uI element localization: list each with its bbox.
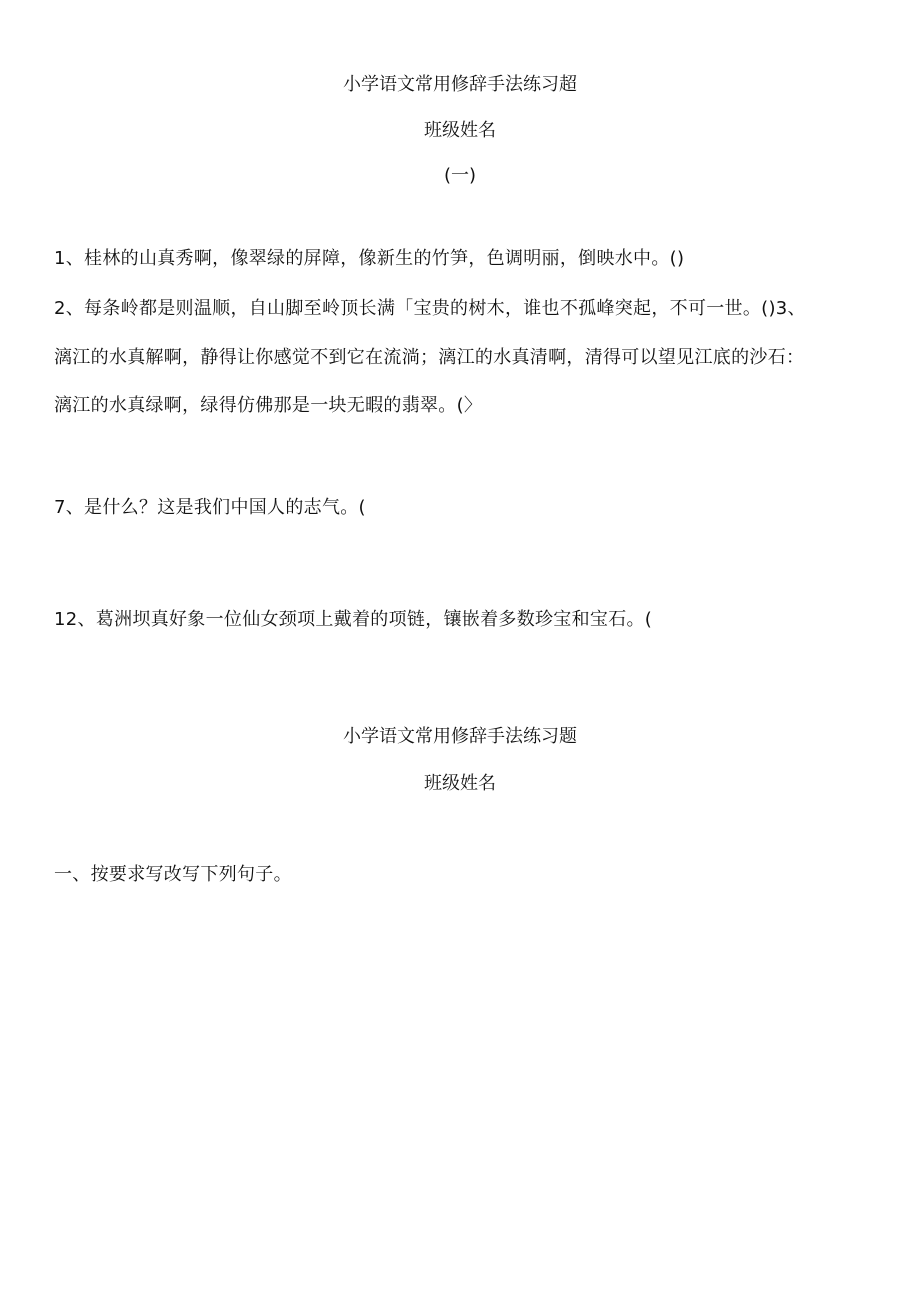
section-marker: (一) [443, 165, 477, 186]
exercise-line-7: 7、是什么？这是我们中国人的志气。( [54, 497, 366, 518]
exercise-line-2: 2、每条岭都是则温顺，自山脚至岭顶长满「宝贵的树木，谁也不孤峰突起，不可一世。()3、 [54, 298, 806, 319]
document-title-2: 小学语文常用修辞手法练习题 [343, 726, 577, 747]
instruction-line: 一、按要求写改写下列句子。 [54, 864, 292, 885]
exercise-line-4: 漓江的水真绿啊，绿得仿佛那是一块无暇的翡翠。(〉 [54, 395, 483, 416]
document-title-1: 小学语文常用修辞手法练习超 [343, 74, 577, 95]
exercise-line-3: 漓江的水真解啊，静得让你感觉不到它在流淌；漓江的水真清啊，清得可以望见江底的沙石： [54, 347, 805, 368]
exercise-line-1: 1、桂林的山真秀啊，像翠绿的屏障，像新生的竹笋，色调明丽，倒映水中。() [54, 248, 685, 269]
class-name-line-1: 班级姓名 [424, 120, 496, 141]
exercise-line-12: 12、葛洲坝真好象一位仙女颈项上戴着的项链，镶嵌着多数珍宝和宝石。( [54, 609, 653, 630]
class-name-line-2: 班级姓名 [424, 773, 496, 794]
